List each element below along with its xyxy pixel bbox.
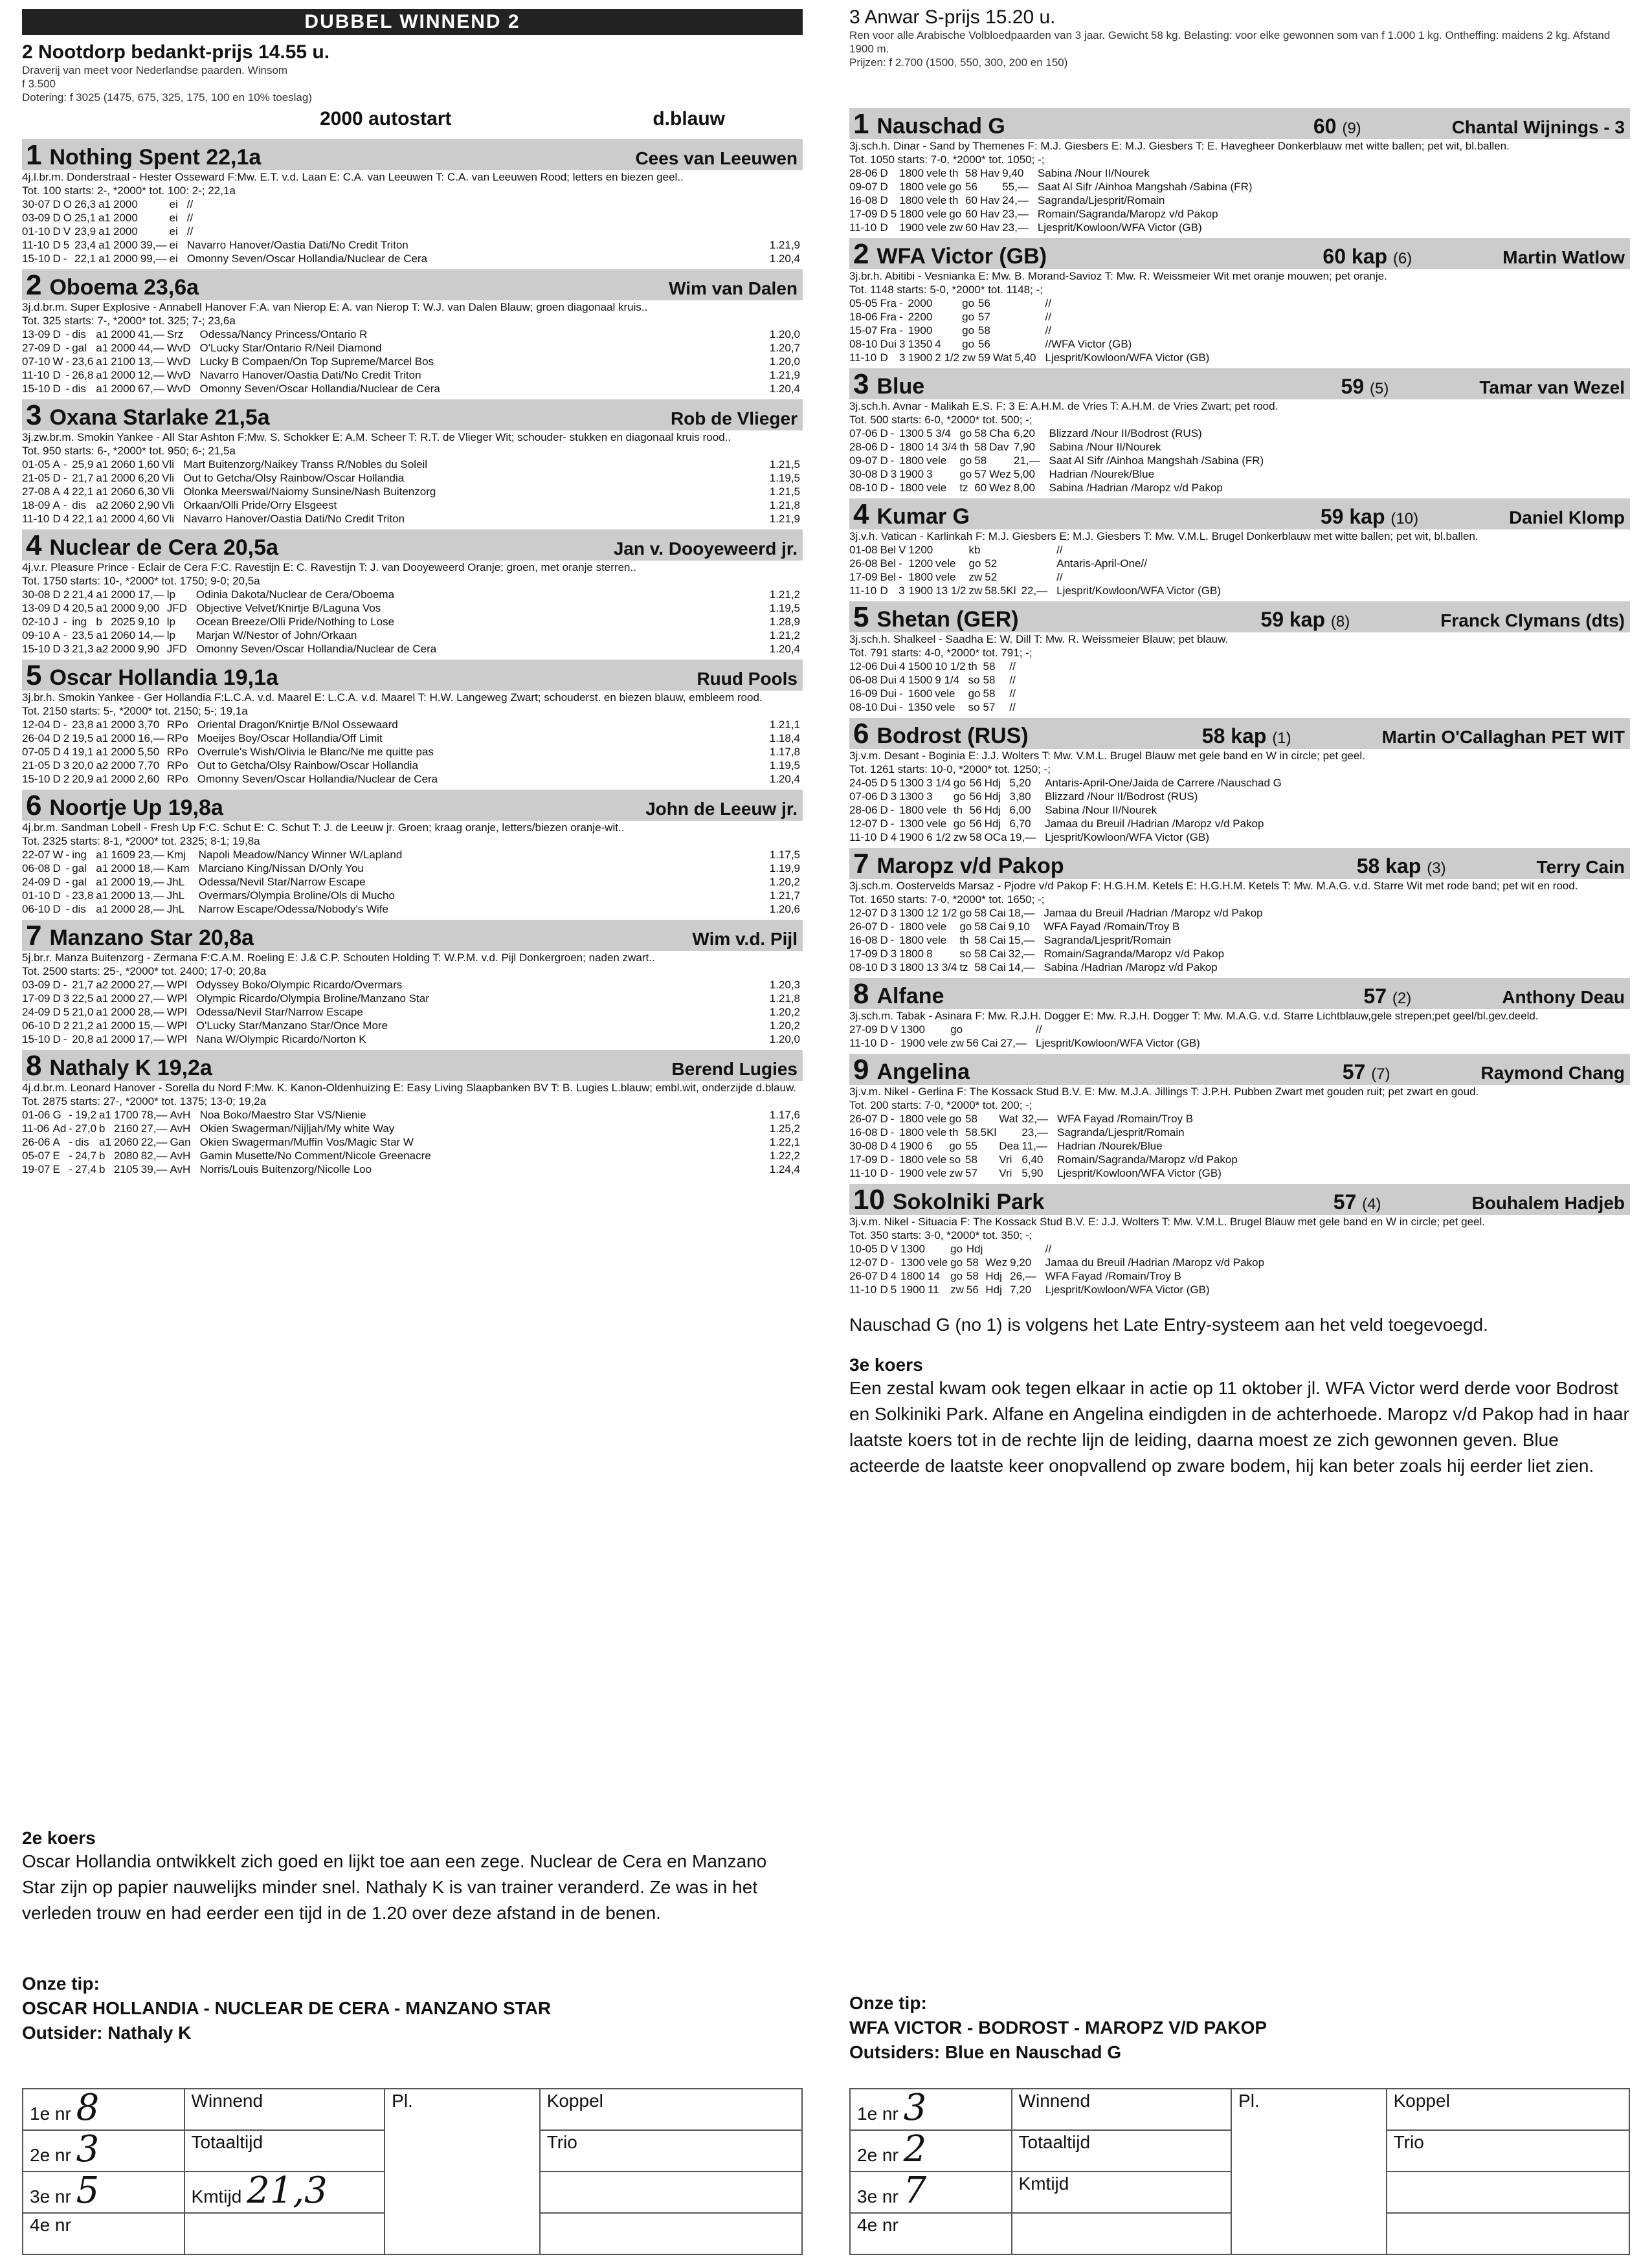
table-row: 12-07 D - 1300 vele go 58 Wez 9,20 Jamaa du Breuil /Hadrian /Maropz v/d Pakop (849, 1256, 1265, 1269)
entry-header (849, 1054, 1630, 1085)
entry-info: 3j.sch.h. Dinar - Sand by Themenes F: M.J. Giesbers E: M.J. Giesbers T: E. Havegheer Donkerblauw met witte ballen; pet wit, bl.ballen. (849, 140, 1510, 152)
table-row: 06-08 Dui 4 1500 9 1/4 so 58 // (849, 674, 1016, 686)
form-table (849, 1242, 1630, 1296)
entry-header (849, 601, 1630, 632)
table-row: 17-09 D 3 1800 8 so 58 Cai 32,— Romain/Sagranda/Maropz v/d Pakop (849, 948, 1225, 960)
late-entry-note: Nauschad G (no 1) is volgens het Late Entry-systeem aan het veld toegevoegd. (849, 1315, 1488, 1335)
race-entry (849, 848, 1630, 974)
entry-header (849, 108, 1630, 139)
entry-header (22, 269, 803, 300)
table-row: 09-07 D 1800 vele go 56 55,— Saat Al Sifr /Ainhoa Mangshah /Sabina (FR) (849, 181, 1253, 193)
table-row: 06-10 D - dis a1 2000 28,— JhL Narrow Escape/Odessa/Nobody's Wife 1.20,6 (22, 903, 800, 915)
entry-header (22, 660, 803, 691)
entry-info: 3j.sch.h. Avnar - Malikah E.S. F: 3 E: A.H.M. de Vries T: A.H.M. de Vries Zwart; pet rood. (849, 400, 1278, 412)
table-row: 05-07 E - 24,7 b 2080 82,— AvH Gamin Musette/No Comment/Nicole Greenacre 1.22,2 (22, 1150, 800, 1162)
entry-info: 4j.br.m. Sandman Lobell - Fresh Up F:C. Schut E: C. Schut T: J. de Leeuw jr. Groen; kraag oranje, letters/biezen oranje-wit.. (22, 821, 625, 834)
race-title: 2 Nootdorp bedankt-prijs 14.55 u. (22, 41, 330, 63)
table-row: 30-08 D 2 21,4 a1 2000 17,— lp Odinia Dakota/Nuclear de Cera/Oboema 1.21,2 (22, 588, 800, 601)
driver-name: Ruud Pools (697, 669, 798, 689)
horse-name: Oscar Hollandia 19,1a (49, 665, 278, 690)
race-entry (22, 139, 803, 265)
commentary-title: 2e koers (22, 1828, 96, 1848)
driver-name: Daniel Klomp (1509, 507, 1625, 528)
table-row: 08-10 D 3 1800 13 3/4 tz 58 Cai 14,— Sabina /Hadrian /Maropz v/d Pakop (849, 961, 1218, 973)
table-row: 21-05 D 3 20,0 a2 2000 7,70 RPo Out to Getcha/Olsy Rainbow/Oscar Hollandia 1.19,5 (22, 759, 800, 772)
race-entry (849, 108, 1630, 234)
table-row: 26-08 Bel - 1200 vele go 52 Antaris-April-One// (849, 557, 1147, 570)
form-table (22, 588, 803, 656)
table-row: 01-05 A - 25,9 a1 2060 1,60 Vli Mart Buitenzorg/Naikey Transs R/Nobles du Soleil 1.21,5 (22, 458, 800, 471)
entry-info: 4j.d.br.m. Leonard Hanover - Sorella du Nord F:Mw. K. Kanon-Oldenhuizing E: Easy Living Slaapbanken BV T: B. Lugies L.blauw; embl.wit, onderzijde d.blauw. (22, 1082, 797, 1094)
entry-info: Tot. 950 starts: 6-, *2000* tot. 950; 6-; 21,5a (22, 445, 236, 457)
table-row: 07-05 D 4 19,1 a1 2000 5,50 RPo Overrule's Wish/Olivia le Blanc/Ne me quitte pas 1.17,8 (22, 746, 800, 758)
entry-header (849, 368, 1630, 399)
table-row: 26-06 A - dis a1 2060 22,— Gan Okien Swagerman/Muffin Vos/Magic Star W 1.22,1 (22, 1136, 800, 1148)
horse-name: Oboema 23,6a (49, 275, 199, 300)
entry-number: 1 (853, 108, 869, 140)
entries-list (849, 108, 1630, 1296)
start-row (22, 108, 803, 130)
driver-name: Tamar van Wezel (1479, 377, 1625, 397)
tip-block (849, 1991, 1630, 2065)
form-table (22, 978, 803, 1046)
table-row: 28-06 D - 1800 14 3/4 th 58 Dav 7,90 Sabina /Nour II/Nourek (849, 441, 1161, 453)
table-row: 02-10 J - ing b 2025 9,10 lp Ocean Breeze/Olli Pride/Nothing to Lose 1.28,9 (22, 616, 800, 628)
table-row: 11-10 D 3 1900 13 1/2 zw 58.5Kl 22,— Ljesprit/Kowloon/WFA Victor (GB) (849, 584, 1221, 597)
horse-name: WFA Victor (GB) (876, 244, 1047, 269)
entry-info: Tot. 791 starts: 4-0, *2000* tot. 791; -; (849, 647, 1032, 659)
handwritten-number: 3 (903, 2087, 927, 2129)
driver-name: Berend Lugies (671, 1059, 798, 1079)
entry-header (22, 139, 803, 170)
entry-info: Tot. 500 starts: 6-0, *2000* tot. 500; -; (849, 414, 1032, 426)
commentary-title: 3e koers (849, 1355, 923, 1375)
table-row: 26-07 D 4 1800 14 go 58 Hdj 26,— WFA Fayad /Romain/Troy B (849, 1270, 1181, 1282)
outsider-line: Outsider: Nathaly K (22, 2023, 192, 2043)
weight: 57 (4) (1333, 1190, 1381, 1214)
table-row: 11-10 D 4 22,1 a1 2000 4,60 Vli Navarro Hanover/Oastia Dati/No Credit Triton 1.21,9 (22, 513, 800, 525)
table-row: 08-10 Dui 3 1350 4 go 56 //WFA Victor (GB) (849, 338, 1132, 350)
table-row: 26-04 D 2 19,5 a1 2000 16,— RPo Moeijes Boy/Oscar Hollandia/Off Limit 1.18,4 (22, 732, 800, 744)
entry-number: 2 (26, 269, 42, 301)
form-table (22, 328, 803, 395)
horse-name: Bodrost (RUS) (876, 724, 1029, 748)
table-row: 11-06 Ad - 27,0 b 2160 27,— AvH Okien Swagerman/Nijljah/My white Way 1.25,2 (22, 1122, 800, 1135)
right-column (849, 0, 1630, 2235)
tip-label: Onze tip: (22, 1973, 100, 1994)
weight: 59 (5) (1341, 375, 1389, 398)
entry-number: 4 (26, 529, 42, 561)
table-row: 16-08 D 1800 vele th 60 Hav 24,— Sagranda/Ljesprit/Romain (849, 194, 1165, 206)
table-row: 11-10 D 1900 vele zw 60 Hav 23,— Ljesprit/Kowloon/WFA Victor (GB) (849, 221, 1202, 234)
horse-name: Noortje Up 19,8a (49, 795, 223, 820)
entry-info: Tot. 1261 starts: 10-0, *2000* tot. 1250; -; (849, 763, 1051, 775)
table-row: 07-10 W - 23,6 a1 2100 13,— WvD Lucky B Compaen/On Top Supreme/Marcel Bos 1.20,0 (22, 355, 800, 368)
entry-info: Tot. 350 starts: 3-0, *2000* tot. 350; -; (849, 1229, 1032, 1241)
entry-info: Tot. 100 starts: 2-, *2000* tot. 100: 2-; 22,1a (22, 184, 236, 197)
entry-info: Tot. 2150 starts: 5-, *2000* tot. 2150; 5-; 19,1a (22, 705, 248, 717)
bet-slip[interactable]: 1e nr 3 Winnend Pl. Koppel 2e nr 2 Totaaltijd Trio 3e nr 7 Kmtijd 4e nr (849, 2088, 1630, 2255)
table-row: 12-06 Dui 4 1500 10 1/2 th 58 // (849, 660, 1016, 673)
form-table (22, 1108, 803, 1176)
form-table (849, 1023, 1630, 1050)
entry-header (849, 1184, 1630, 1215)
table-row: 09-10 A - 23,5 a1 2060 14,— lp Marjan W/Nestor of John/Orkaan 1.21,2 (22, 629, 800, 641)
horse-name: Angelina (876, 1060, 970, 1084)
entry-info: 3j.d.br.m. Super Explosive - Annabell Hanover F:A. van Nierop E: A. van Nierop T: W.J. van Dalen Blauw; groen diagonaal kruis.. (22, 301, 648, 313)
form-table (849, 166, 1630, 234)
table-row: 18-09 A - dis a2 2060 2,90 Vli Orkaan/Olli Pride/Orry Elsgeest 1.21,8 (22, 499, 800, 511)
entry-info: Tot. 1148 starts: 5-0, *2000* tot. 1148; -; (849, 284, 1043, 296)
form-table (22, 458, 803, 526)
commentary-text: Oscar Hollandia ontwikkelt zich goed en lijkt toe aan een zege. Nuclear de Cera en Manzano Star zijn op papier nauwelijks minder snel. Nathaly K is van trainer veranderd. Ze was in het verleden trouw en had eerder een tijd in de 1.20 over deze afstand in de benen. (22, 1851, 767, 1923)
entry-info: 4j.l.br.m. Donderstraal - Hester Osseward F:Mw. E.T. v.d. Laan E: C.A. van Leeuwen T: C.A. van Leeuwen Rood; letters en biezen geel.. (22, 171, 684, 183)
entry-info: Tot. 2875 starts: 27-, *2000* tot. 1375; 13-0; 19,2a (22, 1095, 267, 1107)
entry-header (849, 238, 1630, 269)
form-table (849, 543, 1630, 597)
horse-name: Nathaly K 19,2a (49, 1056, 212, 1080)
race-entry (849, 601, 1630, 714)
horse-name: Sokolniki Park (892, 1190, 1045, 1214)
horse-name: Shetan (GER) (876, 607, 1019, 632)
bet-slip[interactable]: 1e nr 8 Winnend Pl. Koppel 2e nr 3 Totaaltijd Trio 3e nr 5 Kmtijd 21,3 4e nr (22, 2088, 803, 2255)
race-banner: DUBBEL WINNEND 2 (22, 9, 803, 35)
race-entry (22, 660, 803, 786)
table-row: 11-10 D 4 1900 6 1/2 zw 58 OCa 19,— Ljesprit/Kowloon/WFA Victor (GB) (849, 831, 1210, 843)
race-description: Ren voor alle Arabische Volbloedpaarden van 3 jaar. Gewicht 58 kg. Belasting: voor elke gewonnen som van f 1.000 1 kg. Ontheffing: maidens 2 kg. Afstand 1900 m. Prijzen: f 2.700 (1500, 550, 300, 200 en 150) (849, 29, 1611, 69)
table-row: 30-08 D 3 1900 3 go 57 Wez 5,00 Hadrian /Nourek/Blue (849, 468, 1155, 480)
form-table (22, 718, 803, 786)
handwritten-number: 2 (903, 2128, 927, 2170)
race-entry (22, 399, 803, 526)
form-table (849, 660, 1630, 714)
table-row: 09-07 D - 1800 vele go 58 21,— Saat Al Sifr /Ainhoa Mangshah /Sabina (FR) (849, 454, 1264, 467)
table-row: 17-09 D 5 1800 vele go 60 Hav 23,— Romain/Sagranda/Maropz v/d Pakop (849, 208, 1218, 220)
entry-info: Tot. 2500 starts: 25-, *2000* tot. 2400; 17-0; 20,8a (22, 965, 267, 977)
table-row: 07-06 D - 1300 5 3/4 go 58 Cha 6,20 Blizzard /Nour II/Bodrost (RUS) (849, 427, 1202, 439)
handwritten-number: 5 (76, 2170, 100, 2212)
table-row: 26-07 D - 1800 vele go 58 Wat 32,— WFA Fayad /Romain/Troy B (849, 1113, 1194, 1125)
table-row: 03-09 D O 25,1 a1 2000 ei // (22, 212, 194, 224)
race-entry (22, 920, 803, 1046)
driver-name: Chantal Wijnings - 3 (1451, 117, 1625, 137)
table-row: 24-05 D 5 1300 3 1/4 go 56 Hdj 5,20 Antaris-April-One/Jaida de Carrere /Nauschad G (849, 777, 1282, 789)
race-entry (849, 238, 1630, 364)
table-row: 13-09 D - dis a1 2000 41,— Srz Odessa/Nancy Princess/Ontario R 1.20,0 (22, 328, 800, 340)
table-row: 17-09 Bel - 1800 vele zw 52 // (849, 571, 1063, 583)
weight: 57 (7) (1342, 1060, 1390, 1084)
race-entry (849, 368, 1630, 495)
race-entry (22, 790, 803, 916)
outsider-line: Outsiders: Blue en Nauschad G (849, 2042, 1122, 2062)
entry-number: 7 (853, 848, 869, 880)
driver-name: Wim v.d. Pijl (692, 929, 798, 949)
driver-name: Franck Clymans (dts) (1440, 610, 1625, 630)
horse-name: Nuclear de Cera 20,5a (49, 535, 278, 560)
table-row: 11-10 D - 26,8 a1 2000 12,— WvD Navarro Hanover/Oastia Dati/No Credit Triton 1.21,9 (22, 369, 800, 381)
handwritten-number: 7 (903, 2170, 927, 2212)
entry-info: 3j.sch.m. Oostervelds Marsaz - Pjodre v/d Pakop F: H.G.H.M. Ketels E: H.G.H.M. Ketels T: Mw. M.A.G. v.d. Starre Wit met rode band; pet wit en rood. (849, 880, 1578, 892)
entry-info: 3j.sch.m. Tabak - Asinara F: Mw. R.J.H. Dogger E: Mw. R.J.H. Dogger T: Mw. M.A.G. v.d. Starre Lichtblauw,gele strepen;pet geel/bl.gev.deeld. (849, 1010, 1539, 1022)
handwritten-number: 3 (76, 2128, 100, 2170)
driver-name: Anthony Deau (1502, 987, 1625, 1007)
race-entry (849, 978, 1630, 1050)
table-row: 12-07 D 3 1300 12 1/2 go 58 Cai 18,— Jamaa du Breuil /Hadrian /Maropz v/d Pakop (849, 907, 1263, 919)
horse-name: Nauschad G (876, 114, 1005, 139)
table-row: 18-06 Fra - 2200 go 57 // (849, 311, 1051, 323)
weight: 59 kap (10) (1320, 505, 1419, 528)
table-row: 24-09 D 5 21,0 a1 2000 28,— WPl Odessa/Nevil Star/Narrow Escape 1.20,2 (22, 1006, 800, 1018)
table-row: 24-09 D - gal a1 2000 19,— JhL Odessa/Nevil Star/Narrow Escape 1.20,2 (22, 876, 800, 888)
entry-info: Tot. 1650 starts: 7-0, *2000* tot. 1650; -; (849, 893, 1045, 906)
weight: 58 kap (3) (1356, 854, 1446, 878)
entry-header (849, 718, 1630, 749)
race-description: Draverij van meet voor Nederlandse paarden. Winsom f 3.500 Dotering: f 3025 (1475, 675, 325, 175, 100 en 10% toeslag) (22, 64, 312, 104)
table-row: 05-05 Fra - 2000 go 56 // (849, 297, 1051, 309)
table-row: 30-07 D O 26,3 a1 2000 ei // (22, 198, 194, 210)
entries-list (22, 139, 803, 1176)
entry-info: 4j.v.r. Pleasure Prince - Eclair de Cera F:C. Ravestijn E: C. Ravestijn T: J. van Dooyeweerd Oranje; groen, met oranje sterren.. (22, 561, 636, 573)
form-table (849, 296, 1630, 364)
table-row: 01-10 D V 23,9 a1 2000 ei // (22, 225, 194, 238)
entry-header (22, 790, 803, 821)
entry-number: 7 (26, 920, 42, 951)
entry-header (849, 498, 1630, 529)
table-row: 17-09 D - 1800 vele so 58 Vri 6,40 Romain/Sagranda/Maropz v/d Pakop (849, 1153, 1238, 1166)
entry-number: 8 (853, 978, 869, 1010)
entry-info: 3j.v.m. Nikel - Gerlina F: The Kossack Stud B.V. E: Mw. M.J.A. Jillings T: J.P.H. Pubben Zwart met gouden ruit; pet zwart en goud. (849, 1085, 1479, 1098)
entry-info: 3j.sch.h. Shalkeel - Saadha E: W. Dill T: Mw. R. Weissmeier Blauw; pet blauw. (849, 633, 1229, 645)
entry-number: 3 (26, 399, 42, 431)
entry-number: 6 (26, 790, 42, 821)
race-entry (849, 1054, 1630, 1180)
entry-header (22, 399, 803, 430)
left-column (22, 0, 803, 2235)
driver-name: Jan v. Dooyeweerd jr. (613, 539, 798, 559)
table-row: 15-10 D - dis a1 2000 67,— WvD Omonny Seven/Oscar Hollandia/Nuclear de Cera 1.20,4 (22, 383, 800, 395)
race-entry (22, 1050, 803, 1176)
table-row: 15-10 D - 20,8 a1 2000 17,— WPl Nana W/Olympic Ricardo/Norton K 1.20,0 (22, 1033, 800, 1045)
horse-name: Maropz v/d Pakop (876, 854, 1064, 878)
driver-name: Bouhalem Hadjeb (1471, 1193, 1625, 1213)
table-row: 28-06 D - 1800 vele th 56 Hdj 6,00 Sabina /Nour II/Nourek (849, 804, 1157, 816)
table-row: 11-10 D 5 23,4 a1 2000 39,— ei Navarro Hanover/Oastia Dati/No Credit Triton 1.21,9 (22, 239, 800, 251)
horse-name: Alfane (876, 984, 944, 1008)
table-row: 21-05 D - 21,7 a1 2000 6,20 Vli Out to Getcha/Olsy Rainbow/Oscar Hollandia 1.19,5 (22, 472, 800, 484)
table-row: 15-07 Fra - 1900 go 58 // (849, 324, 1051, 337)
entry-header (22, 529, 803, 561)
table-row: 01-08 Bel V 1200 kb // (849, 544, 1063, 556)
weight: 60 (9) (1313, 115, 1361, 138)
handwritten-number: 8 (76, 2087, 100, 2129)
race-title: 3 Anwar S-prijs 15.20 u. (849, 6, 1056, 28)
entry-number: 8 (26, 1050, 42, 1082)
race-entry (22, 529, 803, 656)
driver-name: Martin O'Callaghan PET WIT (1381, 727, 1625, 747)
race-entry (22, 269, 803, 395)
entry-info: Tot. 200 starts: 7-0, *2000* tot. 200; -; (849, 1099, 1032, 1111)
table-row: 06-08 D - gal a1 2000 18,— Kam Marciano King/Nissan D/Only You 1.19,9 (22, 862, 800, 874)
entry-info: Tot. 1750 starts: 10-, *2000* tot. 1750; 9-0; 20,5a (22, 575, 260, 587)
handwritten-time: 21,3 (247, 2170, 328, 2212)
form-table (849, 776, 1630, 844)
tip-block (22, 1972, 803, 2045)
track-type: d.blauw (653, 108, 725, 129)
table-row: 30-08 D 4 1900 6 go 55 Dea 11,— Hadrian /Nourek/Blue (849, 1140, 1163, 1152)
table-row: 10-05 D V 1300 go Hdj // (849, 1243, 1052, 1255)
race-entry (849, 498, 1630, 597)
table-row: 12-07 D - 1300 vele go 56 Hdj 6,70 Jamaa du Breuil /Hadrian /Maropz v/d Pakop (849, 817, 1264, 830)
form-table (849, 906, 1630, 974)
tip-line: OSCAR HOLLANDIA - NUCLEAR DE CERA - MANZANO STAR (22, 1998, 552, 2018)
entry-number: 6 (853, 718, 869, 750)
race-entry (849, 718, 1630, 844)
table-row: 19-07 E - 27,4 b 2105 39,— AvH Norris/Louis Buitenzorg/Nicolle Loo 1.24,4 (22, 1163, 800, 1175)
driver-name: Cees van Leeuwen (635, 148, 798, 168)
table-row: 03-09 D - 21,7 a2 2000 27,— WPl Odyssey Boko/Olympic Ricardo/Overmars 1.20,3 (22, 979, 800, 991)
tip-label: Onze tip: (849, 1993, 927, 2013)
table-row: 15-10 D 2 20,9 a1 2000 2,60 RPo Omonny Seven/Oscar Hollandia/Nuclear de Cera 1.20,4 (22, 773, 800, 785)
table-row: 15-10 D - 22,1 a1 2000 99,— ei Omonny Seven/Oscar Hollandia/Nuclear de Cera 1.20,4 (22, 252, 800, 265)
driver-name: Martin Watlow (1502, 247, 1625, 267)
race-commentary (22, 1819, 803, 2045)
entry-number: 3 (853, 368, 869, 400)
entry-number: 5 (26, 660, 42, 691)
table-row: 11-10 D - 1900 vele zw 57 Vri 5,90 Ljesprit/Kowloon/WFA Victor (GB) (849, 1167, 1222, 1179)
driver-name: Wim van Dalen (669, 278, 798, 298)
entry-header (22, 920, 803, 951)
table-row: 11-10 D 3 1900 2 1/2 zw 59 Wat 5,40 Ljesprit/Kowloon/WFA Victor (GB) (849, 351, 1210, 364)
horse-name: Nothing Spent 22,1a (49, 145, 262, 170)
form-table (849, 1112, 1630, 1180)
horse-name: Kumar G (876, 504, 970, 529)
entry-info: 3j.zw.br.m. Smokin Yankee - All Star Ashton F:Mw. S. Schokker E: A.M. Scheer T: R.T. de Vlieger Wit; schouder- stukken en diagonaal kruis rood.. (22, 431, 731, 443)
weight: 58 kap (1) (1201, 724, 1291, 748)
table-row: 08-10 D - 1800 vele tz 60 Wez 8,00 Sabina /Hadrian /Maropz v/d Pakop (849, 482, 1223, 494)
entry-info: Tot. 1050 starts: 7-0, *2000* tot. 1050; -; (849, 153, 1045, 166)
entry-info: 3j.v.h. Vatican - Karlinkah F: M.J. Giesbers E: M.J. Giesbers T: Mw. V.M.L. Brugel Donkerblauw met witte ballen; pet wit, bl.ballen. (849, 530, 1479, 542)
entry-header (22, 1050, 803, 1081)
start-type: 2000 autostart (320, 108, 452, 129)
table-row: 07-06 D 3 1300 3 go 56 Hdj 3,80 Blizzard /Nour II/Bodrost (RUS) (849, 790, 1198, 803)
table-row: 16-08 D - 1800 vele th 58.5Kl 23,— Sagranda/Ljesprit/Romain (849, 1126, 1185, 1139)
table-row: 11-10 D 5 1900 11 zw 56 Hdj 7,20 Ljesprit/Kowloon/WFA Victor (GB) (849, 1284, 1210, 1296)
entry-info: 3j.br.h. Abitibi - Vesnianka E: Mw. B. Morand-Savioz T: Mw. R. Weissmeier Wit met oranje mouwen; pet oranje. (849, 270, 1387, 282)
form-table (22, 197, 803, 265)
driver-name: Rob de Vlieger (670, 408, 798, 428)
weight: 60 kap (6) (1323, 245, 1412, 268)
entry-header (849, 848, 1630, 879)
table-row: 11-10 D - 1900 vele zw 56 Cai 27,— Ljesprit/Kowloon/WFA Victor (GB) (849, 1037, 1200, 1049)
table-row: 06-10 D 2 21,2 a1 2000 15,— WPl O'Lucky Star/Manzano Star/Once More 1.20,2 (22, 1019, 800, 1032)
entry-info: 3j.v.m. Nikel - Situacia F: The Kossack Stud B.V. E: J.J. Wolters T: Mw. V.M.L. Brugel Blauw met gele band en W in circle; pet geel. (849, 1216, 1486, 1228)
horse-name: Oxana Starlake 21,5a (49, 405, 270, 430)
weight: 59 kap (8) (1260, 608, 1350, 631)
entry-number: 5 (853, 601, 869, 633)
table-row: 16-09 Dui - 1600 vele go 58 // (849, 687, 1016, 700)
entry-info: Tot. 325 starts: 7-, *2000* tot. 325; 7-; 23,6a (22, 315, 236, 327)
table-row: 26-07 D - 1800 vele go 58 Cai 9,10 WFA Fayad /Romain/Troy B (849, 920, 1180, 933)
entry-info: Tot. 2325 starts: 8-1, *2000* tot. 2325; 8-1; 19,8a (22, 835, 260, 847)
form-table (22, 848, 803, 916)
tip-line: WFA VICTOR - BODROST - MAROPZ V/D PAKOP (849, 2018, 1267, 2038)
form-table (849, 427, 1630, 495)
entry-header (849, 978, 1630, 1009)
entry-info: 3j.v.m. Desant - Boginia E: J.J. Wolters T: Mw. V.M.L. Brugel Blauw met gele band en W in circle; pet geel. (849, 750, 1365, 762)
race-entry (849, 1184, 1630, 1296)
entry-number: 1 (26, 139, 42, 171)
weight: 57 (2) (1363, 984, 1412, 1008)
table-row: 27-08 A 4 22,1 a1 2060 6,30 Vli Olonka Meerswal/Naiomy Sunsine/Nash Buitenzorg 1.21,5 (22, 485, 800, 498)
driver-name: Raymond Chang (1480, 1063, 1625, 1083)
driver-name: Terry Cain (1536, 857, 1625, 877)
entry-info: 5j.br.r. Manza Buitenzorg - Zermana F:C.A.M. Roeling E: J.& C.P. Schouten Holding T: W.P.M. v.d. Pijl Donkergroen; naden zwart.. (22, 951, 655, 964)
table-row: 22-07 W - ing a1 1609 23,— Kmj Napoli Meadow/Nancy Winner W/Lapland 1.17,5 (22, 849, 800, 861)
table-row: 08-10 Dui - 1350 vele so 57 // (849, 701, 1016, 713)
table-row: 17-09 D 3 22,5 a1 2000 27,— WPl Olympic Ricardo/Olympia Broline/Manzano Star 1.21,8 (22, 992, 800, 1005)
horse-name: Manzano Star 20,8a (49, 926, 254, 950)
table-row: 01-06 G - 19,2 a1 1700 78,— AvH Noa Boko/Maestro Star VS/Nienie 1.17,6 (22, 1109, 800, 1121)
table-row: 27-09 D V 1300 go // (849, 1023, 1042, 1036)
entry-number: 4 (853, 498, 869, 530)
table-row: 27-09 D - gal a1 2000 44,— WvD O'Lucky Star/Ontario R/Neil Diamond 1.20,7 (22, 342, 800, 354)
table-row: 28-06 D 1800 vele th 58 Hav 9,40 Sabina /Nour II/Nourek (849, 167, 1150, 179)
driver-name: John de Leeuw jr. (645, 799, 798, 819)
entry-number: 2 (853, 238, 869, 270)
entry-number: 9 (853, 1054, 869, 1085)
entry-info: 3j.br.h. Smokin Yankee - Ger Hollandia F:L.C.A. v.d. Maarel E: L.C.A. v.d. Maarel T: H.W. Langeweg Zwart; schouderst. en biezen blauw, embleem rood. (22, 691, 763, 704)
horse-name: Blue (876, 374, 925, 399)
table-row: 12-04 D - 23,8 a1 2000 3,70 RPo Oriental Dragon/Knirtje B/Nol Ossewaard 1.21,1 (22, 718, 800, 731)
commentary-text: Een zestal kwam ook tegen elkaar in actie op 11 oktober jl. WFA Victor werd derde voor Bodrost en Solkiniki Park. Alfane en Angelina eindigden in de achterhoede. Maropz v/d Pakop had in haar laatste koers tot in de rechte lijn de leiding, daarna moest ze zich gewonnen geven. Blue acteerde de laatste keer onopvallend op zware bodem, hij kan beter zoals hij eerder liet zien. (849, 1378, 1629, 1476)
entry-number: 10 (853, 1184, 885, 1216)
table-row: 15-10 D 3 21,3 a2 2000 9,90 JFD Omonny Seven/Oscar Hollandia/Nuclear de Cera 1.20,4 (22, 643, 800, 655)
table-row: 01-10 D - 23,8 a1 2000 13,— JhL Overmars/Olympia Broline/Ols di Mucho 1.21,7 (22, 889, 800, 902)
table-row: 13-09 D 4 20,5 a1 2000 9,00 JFD Objective Velvet/Knirtje B/Laguna Vos 1.19,5 (22, 602, 800, 614)
table-row: 16-08 D - 1800 vele th 58 Cai 15,— Sagranda/Ljesprit/Romain (849, 934, 1171, 946)
